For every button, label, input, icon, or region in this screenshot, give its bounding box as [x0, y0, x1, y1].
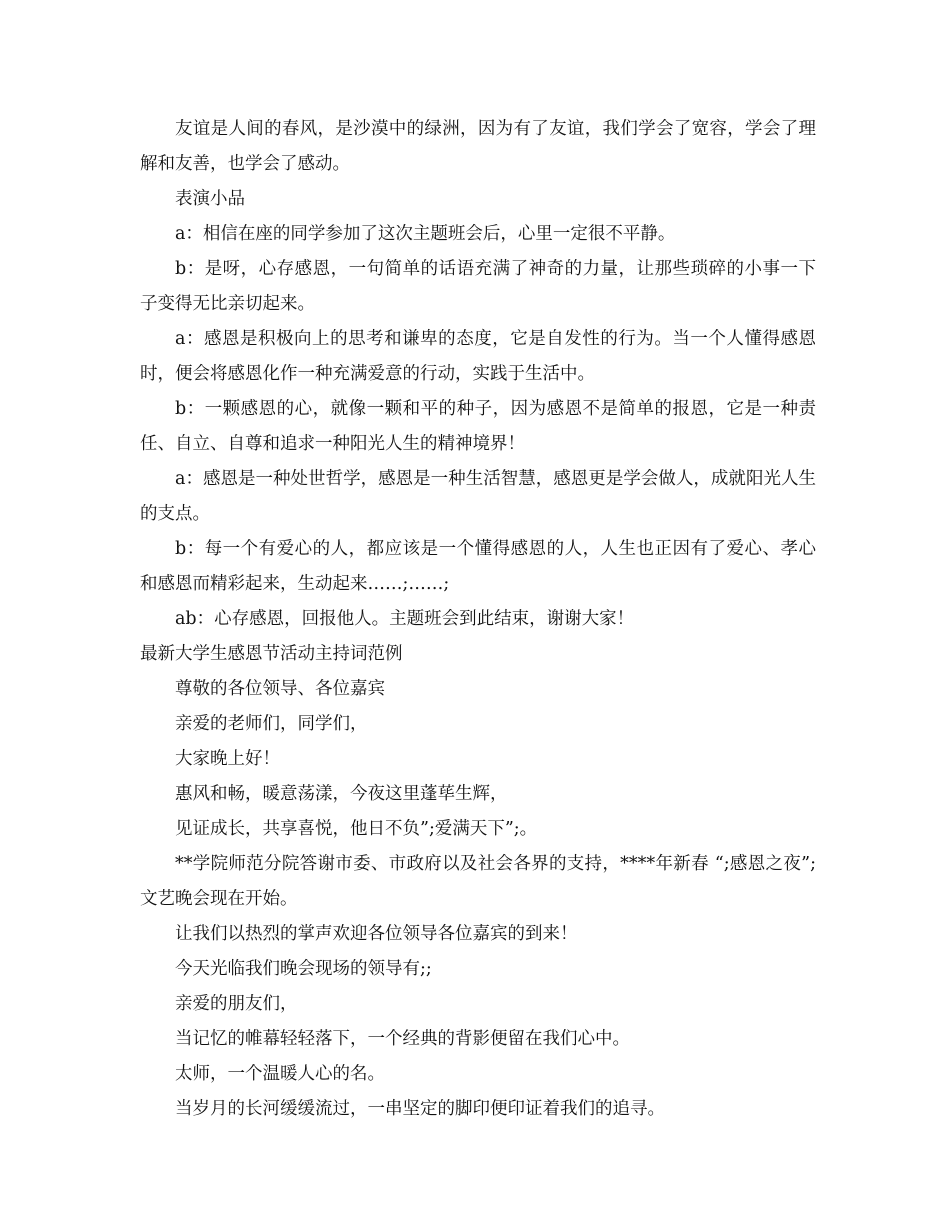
paragraph: 表演小品	[175, 189, 245, 209]
paragraph: 太师，一个温暖人心的名。	[175, 1064, 385, 1084]
paragraph: 亲爱的朋友们，	[175, 994, 298, 1014]
paragraph: ab：心存感恩，回报他人。主题班会到此结束，谢谢大家！	[175, 609, 635, 629]
document-body	[140, 112, 816, 1127]
paragraph: a：感恩是积极向上的思考和谦卑的态度，它是自发性的行为。当一个人懂得感恩时，便会将感恩化作一种充满爱意的行动，实践于生活中。	[140, 329, 816, 384]
section-title: 最新大学生感恩节活动主持词范例	[140, 644, 403, 664]
paragraph: b：一颗感恩的心，就像一颗和平的种子，因为感恩不是简单的报恩，它是一种责任、自立、自尊和追求一种阳光人生的精神境界！	[140, 399, 816, 454]
paragraph: 亲爱的老师们，同学们，	[175, 714, 368, 734]
paragraph: 惠风和畅，暖意荡漾，今夜这里蓬荜生辉，	[175, 784, 508, 804]
paragraph: b：每一个有爱心的人，都应该是一个懂得感恩的人，人生也正因有了爱心、孝心和感恩而精彩起来，生动起来……;……;	[140, 539, 816, 594]
paragraph: 今天光临我们晚会现场的领导有;;	[175, 959, 432, 979]
paragraph: 大家晚上好！	[175, 749, 280, 769]
paragraph: 当记忆的帷幕轻轻落下，一个经典的背影便留在我们心中。	[175, 1029, 630, 1049]
paragraph: **学院师范分院答谢市委、市政府以及社会各界的支持，****年新春 “;感恩之夜”;文艺晚会现在开始。	[140, 854, 816, 909]
paragraph: a：感恩是一种处世哲学，感恩是一种生活智慧，感恩更是学会做人，成就阳光人生的支点。	[140, 469, 816, 524]
paragraph: 尊敬的各位领导、各位嘉宾	[175, 679, 385, 699]
paragraph: 友谊是人间的春风，是沙漠中的绿洲，因为有了友谊，我们学会了宽容，学会了理解和友善，也学会了感动。	[140, 119, 816, 174]
paragraph: 见证成长，共享喜悦，他日不负”;爱满天下”;。	[175, 819, 538, 839]
paragraph: 当岁月的长河缓缓流过，一串坚定的脚印便印证着我们的追寻。	[175, 1099, 665, 1119]
paragraph: b：是呀，心存感恩，一句简单的话语充满了神奇的力量，让那些琐碎的小事一下子变得无比亲切起来。	[140, 259, 816, 314]
paragraph: a：相信在座的同学参加了这次主题班会后，心里一定很不平静。	[175, 224, 676, 244]
paragraph: 让我们以热烈的掌声欢迎各位领导各位嘉宾的到来！	[175, 924, 578, 944]
